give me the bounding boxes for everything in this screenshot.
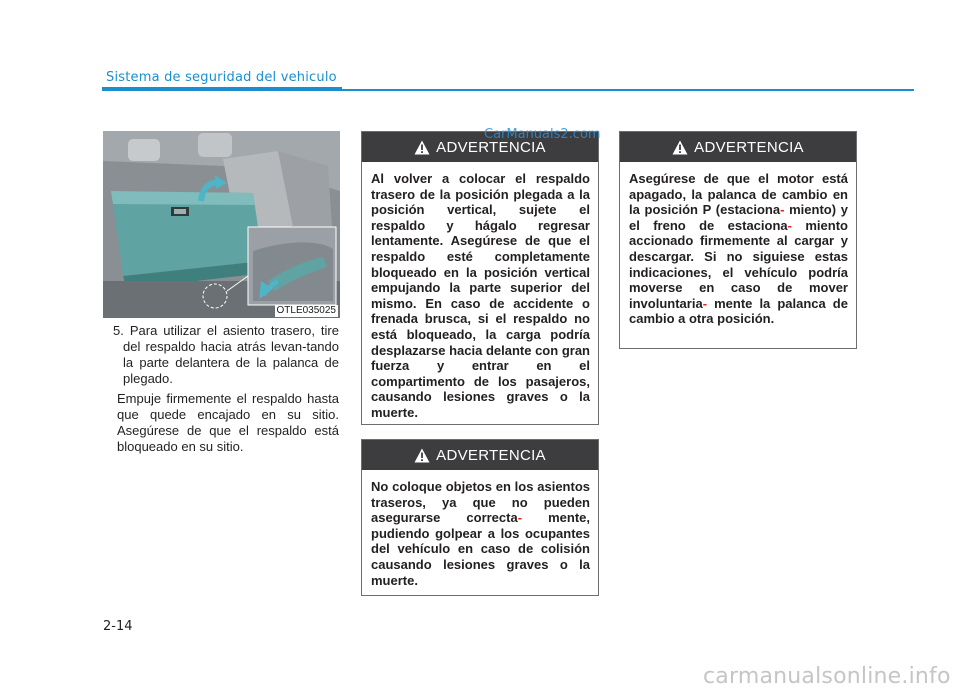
warning-triangle-icon xyxy=(414,448,430,463)
header-rule-thick xyxy=(102,87,342,91)
section-title: Sistema de seguridad del vehiculo xyxy=(106,70,337,85)
warning-text-part: mente la palanca de cambio a otra posición. xyxy=(629,295,848,327)
hyphen-mark: - xyxy=(780,202,785,218)
rear-seat-illustration xyxy=(103,131,340,318)
warning-text-part: mente, pudiendo golpear a los ocupantes del vehículo en caso de colisión causando lesiones graves o la muerte. xyxy=(371,510,590,588)
hyphen-mark: - xyxy=(787,217,792,233)
warning-text: Al volver a colocar el respaldo trasero de la posición plegada a la posición vertical, sujete el respaldo y hágalo regresar lentamente. Asegúrese de que el respaldo esté completamente bloqueado en la posición vertical empujando la parte superior del mismo. En caso de accidente o frenada brusca, si el respaldo no está bloqueado, la carga podría desplazarse hacia delante con gran fuerza y entrar en el compartimento de los pasajeros, causando lesiones graves o la muerte. xyxy=(371,171,590,420)
hyphen-mark: - xyxy=(517,510,523,526)
step-text: 5. Para utilizar el asiento trasero, tire del respaldo hacia atrás levan-tando la parte delantera de la palanca de plegado. xyxy=(113,323,339,386)
warning-box-1 xyxy=(361,131,599,425)
figure-code: OTLE035025 xyxy=(276,305,336,316)
warning-text-part: miento) y el freno de estaciona xyxy=(629,202,848,233)
warning-box-3 xyxy=(619,131,857,349)
warning-triangle-icon xyxy=(414,140,430,155)
hyphen-mark: - xyxy=(702,295,708,311)
warning-text xyxy=(362,470,598,588)
warning-title: ADVERTENCIA xyxy=(436,446,546,464)
warning-header xyxy=(362,440,598,470)
page-number: 2-14 xyxy=(103,619,133,634)
warning-text-part: No coloque objetos en los asientos traseros, ya que no pueden asegurarse correcta xyxy=(371,479,590,526)
header-rule-thin xyxy=(342,89,914,91)
warning-title: ADVERTENCIA xyxy=(694,138,804,156)
warning-title: ADVERTENCIA xyxy=(436,138,546,156)
body-text xyxy=(113,323,339,455)
warning-text-part: Asegúrese de que el motor está apagado, la palanca de cambio en la posición P (estaciona xyxy=(629,171,848,218)
warning-header xyxy=(620,132,856,162)
warning-text-part: miento accionado firmemente al cargar y descargar. Si no siguiese estas indicaciones, el vehículo podría moverse en caso de mover involuntaria xyxy=(629,217,848,311)
warning-text xyxy=(620,162,856,327)
watermark-top[interactable]: CarManuals2.com xyxy=(484,127,601,142)
seat-drawing xyxy=(103,131,340,318)
watermark-bottom[interactable]: carmanualsonline.info xyxy=(703,664,951,689)
warning-box-2 xyxy=(361,439,599,596)
warning-triangle-icon xyxy=(672,140,688,155)
note-text: Empuje firmemente el respaldo hasta que quede encajado en su sitio. Asegúrese de que el respaldo está bloqueado en su sitio. xyxy=(117,391,339,454)
